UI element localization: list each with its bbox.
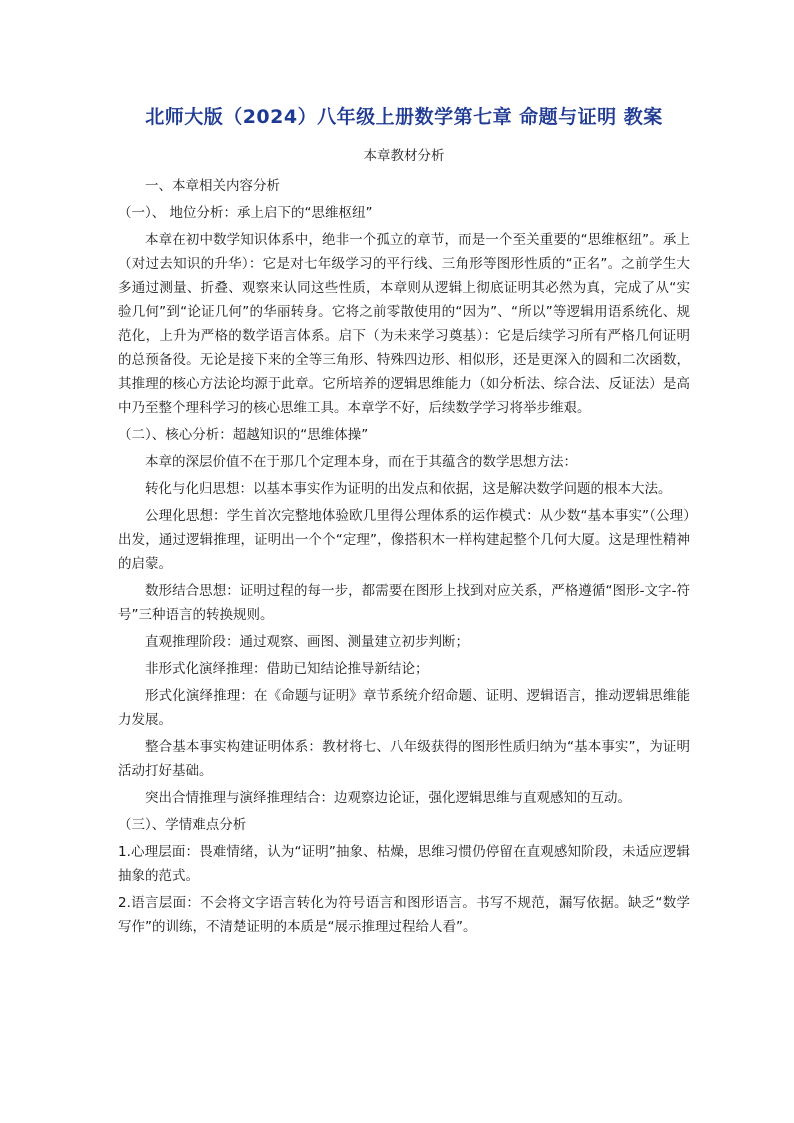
paragraph: 转化与化归思想：以基本事实作为证明的出发点和依据，这是解决数学问题的根本大法。	[145, 481, 672, 497]
paragraph: 本章在初中数学知识体系中，绝非一个孤立的章节，而是一个至关重要的“思维枢纽”。承上（对过去知识的升华）：它是对七年级学习的平行线、三角形等图形性质的“正名”。之前学生大多通过测量、折叠、观察来认同这些性质，本章则从逻辑上彻底证明其必然为真，完成了从“实验几何”到“论证几何”的华丽转身。它将之前零散使用的“因为”、“所以”等逻辑用语系统化、规范化，上升为严格的数学语言体系。启下（为未来学习奠基）：它是后续学习所有严格几何证明的总预备役。无论是接下来的全等三角形、特殊四边形、相似形，还是更深入的圆和二次函数，其推理的核心方法论均源于此章。它所培养的逻辑思维能力（如分析法、综合法、反证法）是高中乃至整个理科学习的核心思维工具。本章学不好，后续数学学习将举步维艰。	[118, 232, 690, 416]
paragraph: 本章的深层价值不在于那几个定理本身，而在于其蕴含的数学思想方法：	[145, 454, 577, 470]
paragraph: （三）、学情难点分析	[118, 817, 247, 833]
document-subtitle: 本章教材分析	[363, 148, 445, 164]
paragraph: 非形式化演绎推理：借助已知结论推导新结论；	[145, 661, 429, 677]
paragraph: 数形结合思想：证明过程的每一步，都需要在图形上找到对应关系，严格遵循“图形-文字-符号”三种语言的转换规则。	[118, 583, 690, 623]
paragraph: （二）、核心分析：超越知识的“思维体操”	[118, 427, 369, 443]
document-page	[118, 104, 690, 942]
paragraph: 一、本章相关内容分析	[145, 178, 280, 194]
paragraph: 1.心理层面：畏难情绪，认为“证明”抽象、枯燥，思维习惯仍停留在直观感知阶段，未适应逻辑抽象的范式。	[118, 844, 690, 884]
document-body	[118, 174, 690, 939]
paragraph: 2.语言层面：不会将文字语言转化为符号语言和图形语言。书写不规范，漏写依据。缺乏“数学写作”的训练，不清楚证明的本质是“展示推理过程给人看”。	[118, 895, 690, 935]
paragraph: 形式化演绎推理：在《命题与证明》章节系统介绍命题、证明、逻辑语言，推动逻辑思维能力发展。	[118, 688, 690, 728]
paragraph: 整合基本事实构建证明体系：教材将七、八年级获得的图形性质归纳为“基本事实”，为证明活动打好基础。	[118, 739, 690, 779]
document-title: 北师大版（2024）八年级上册数学第七章 命题与证明 教案	[145, 106, 663, 128]
paragraph: 直观推理阶段：通过观察、画图、测量建立初步判断；	[145, 634, 469, 650]
paragraph: 公理化思想：学生首次完整地体验欧几里得公理体系的运作模式：从少数“基本事实”（公理）出发，通过逻辑推理，证明出一个个“定理”，像搭积木一样构建起整个几何大厦。这是理性精神的启蒙。	[118, 508, 690, 572]
paragraph: （一）、 地位分析：承上启下的“思维枢纽”	[118, 205, 373, 221]
paragraph: 突出合情推理与演绎推理结合：边观察边论证，强化逻辑思维与直观感知的互动。	[145, 790, 631, 806]
